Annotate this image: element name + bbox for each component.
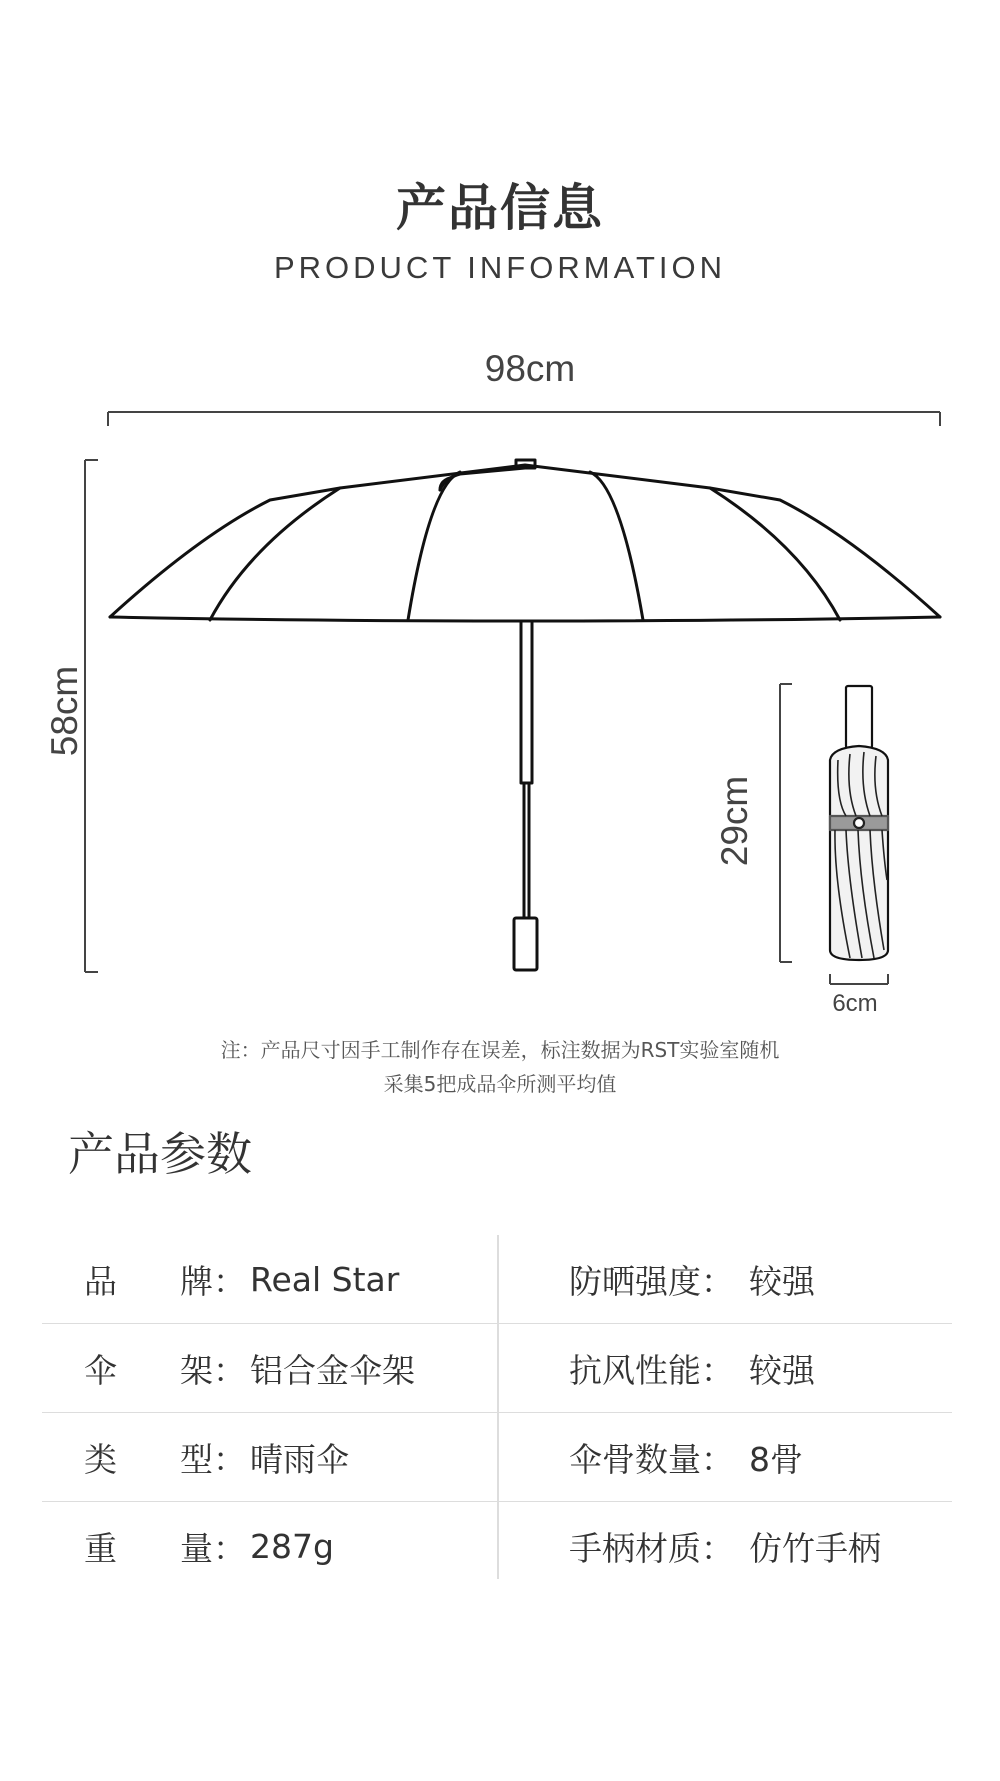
note-line-1: 注：产品尺寸因手工制作存在误差，标注数据为RST实验室随机: [220, 1038, 780, 1062]
folded-umbrella: [830, 686, 888, 960]
width-label: 98cm: [484, 348, 576, 389]
param-label-brand-b: 牌：: [180, 1261, 246, 1301]
param-label-uv: 防晒强度：: [569, 1261, 734, 1301]
param-value-frame: 铝合金伞架: [250, 1350, 415, 1390]
param-value-weight: 287g: [250, 1526, 334, 1566]
folded-diameter-label: 6cm: [832, 990, 878, 1017]
table-column-divider: [497, 1235, 499, 1579]
param-value-handle: 仿竹手柄: [749, 1528, 881, 1568]
param-label-frame-b: 架：: [180, 1350, 246, 1390]
note-line-2: 采集5把成品伞所测平均值: [383, 1072, 617, 1096]
param-value-type: 晴雨伞: [250, 1439, 349, 1479]
param-label-ribs: 伞骨数量：: [569, 1439, 734, 1479]
page-subtitle: PRODUCT INFORMATION: [273, 250, 726, 285]
param-value-ribs: 8骨: [749, 1439, 803, 1479]
param-label-frame-a: 伞: [84, 1350, 117, 1390]
folded-diameter-dimension-line: [830, 974, 888, 984]
page-title: 产品信息: [396, 179, 604, 237]
param-label-weight-b: 量：: [180, 1528, 246, 1568]
folded-height-label: 29cm: [714, 775, 755, 867]
width-dimension-line: [108, 412, 940, 426]
height-dimension-line: [85, 460, 98, 972]
params-title: 产品参数: [68, 1127, 252, 1181]
height-label: 58cm: [44, 665, 85, 757]
param-value-wind: 较强: [749, 1350, 815, 1390]
folded-umbrella-handle: [846, 686, 872, 748]
param-label-brand-a: 品: [84, 1261, 117, 1301]
param-label-type-b: 型：: [180, 1439, 246, 1479]
param-value-uv: 较强: [749, 1261, 815, 1301]
param-label-type-a: 类: [84, 1439, 117, 1479]
folded-height-dimension-line: [780, 684, 792, 962]
param-label-wind: 抗风性能：: [569, 1350, 734, 1390]
param-value-brand: Real Star: [250, 1259, 400, 1299]
open-umbrella: [110, 460, 940, 970]
param-label-weight-a: 重: [84, 1528, 117, 1568]
param-label-handle: 手柄材质：: [569, 1528, 734, 1568]
